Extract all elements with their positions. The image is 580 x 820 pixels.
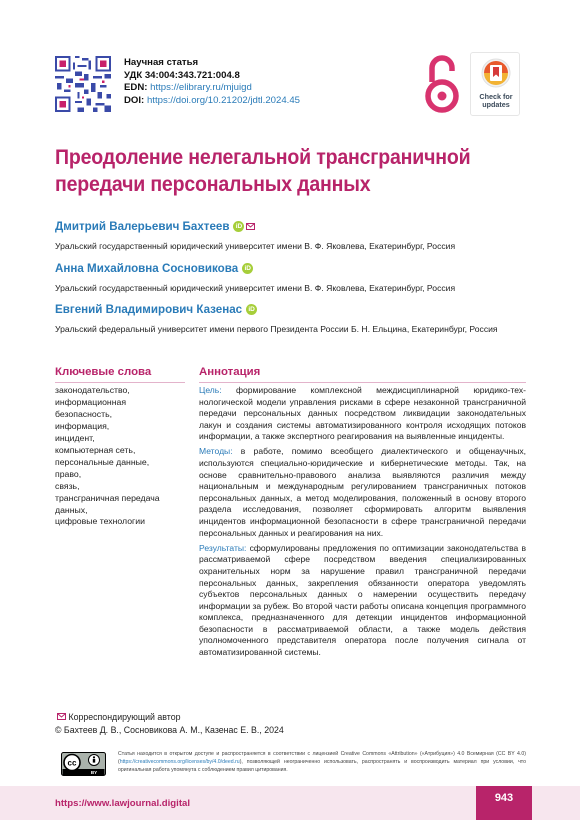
author-name: Евгений Владимирович Казенас iD: [55, 303, 257, 316]
keyword-line: трансграничная передача: [55, 492, 160, 503]
abstract-body: [199, 385, 526, 662]
edn-label: EDN:: [124, 82, 148, 94]
author-affiliation: Уральский государственный юридический университет имени В. Ф. Яковлева, Екатеринбург, Россия: [55, 283, 456, 293]
check-for-updates-badge[interactable]: [470, 52, 520, 116]
page-number: 943: [476, 786, 532, 820]
keyword-line: данных,: [55, 504, 88, 515]
author-name: Дмитрий Валерьевич Бахтеев iD: [55, 220, 255, 233]
keyword-line: информация,: [55, 420, 110, 431]
orcid-icon[interactable]: iD: [246, 304, 257, 315]
license-text: Статья находится в открытом доступе и распространяется в соответствии с лицензией Creative Commons «Attribution» («Атрибуция») 4.0 Всемирная (CC BY 4.0) (https://creativecommons.org/licenses/by/4.0/deed.ru), позволяющей неограниченно использовать, распространять и воспроизводить материал при условии, что оригинальная работа упомянута с соблюдением правил цитирования.: [118, 751, 526, 774]
author-affiliation: Уральский государственный юридический университет имени В. Ф. Яковлева, Екатеринбург, Россия: [55, 241, 456, 251]
qr-code: [55, 56, 111, 112]
udc-code: УДК 34:004:343.721:004.8: [124, 69, 240, 81]
keyword-line: инцидент,: [55, 432, 95, 443]
keyword-line: персональные данные,: [55, 456, 150, 467]
journal-url[interactable]: https://www.lawjournal.digital: [55, 798, 191, 809]
keyword-line: законодательство,: [55, 385, 130, 395]
copyright-line: © Бахтеев Д. В., Сосновикова А. М., Казенас Е. В., 2024: [55, 725, 284, 735]
svg-text:cc: cc: [67, 758, 77, 768]
cc-by-icon: [61, 752, 106, 776]
edn-link[interactable]: https://elibrary.ru/mjuigd: [150, 82, 252, 94]
author-name: Анна Михайловна Сосновикова iD: [55, 262, 253, 275]
doi-label: DOI:: [124, 94, 145, 106]
keywords-list: [55, 385, 185, 528]
doi-link[interactable]: https://doi.org/10.21202/jdtl.2024.45: [146, 94, 301, 106]
keyword-line: безопасность,: [55, 408, 113, 419]
check-updates-label: Check for updates: [479, 92, 513, 109]
abstract-label: Результаты:: [199, 542, 247, 553]
abstract-paragraph: Методы: в работе, помимо всеобщего диалектического и общенаучных, используются специально-юридические и кибернетические методы. Так, на основе сравнительно-правового анализа выявляются различия между национальным и международным регулированием трансграничных потоков персональных данных, а метод моделирования, положенный в основу второго раздела исследования, позволяет сформировать алгоритм выявления инцидентов информационной безопасности в сфере трансграничной передачи персональных данных и реагирования на них.: [199, 446, 526, 538]
abstract-label: Методы:: [199, 446, 233, 457]
envelope-icon: [246, 220, 255, 233]
abstract-paragraph: Цель: формирование комплексной междисциплинарной юридико-технологической модели управления рисками в сфере незаконной трансграничной передачи персональных данных посредством ликвидации законодательных лакун и создания системы автоматизированного контроля исходящих потоков информации, а также экспертного реагирования на выявленные инциденты.: [199, 385, 526, 442]
orcid-icon[interactable]: iD: [233, 221, 244, 232]
abstract-label: Цель:: [199, 385, 222, 395]
author-affiliation: Уральский федеральный университет имени первого Президента России Б. Н. Ельцина, Екатеринбург, Россия: [55, 324, 498, 334]
svg-text:BY: BY: [90, 770, 98, 775]
keyword-line: право,: [55, 468, 82, 479]
article-meta: [124, 57, 300, 107]
license-link[interactable]: https://creativecommons.org/licenses/by/4.0/deed.ru: [119, 759, 240, 766]
keyword-line: связь,: [55, 480, 80, 491]
envelope-icon: [57, 711, 66, 723]
article-type: Научная статья: [124, 57, 199, 68]
keyword-line: информационная: [55, 396, 127, 407]
open-access-icon: [420, 52, 464, 116]
keyword-line: цифровые технологии: [55, 516, 145, 527]
article-title: Преодоление нелегальной трансграничной передачи персональных данных: [55, 146, 471, 196]
orcid-icon[interactable]: iD: [242, 263, 253, 274]
abstract-paragraph: Результаты: сформулированы предложения по оптимизации законодательства в рассматриваемой сфере посредством введения специализированных охранительных норм за нарушение правил трансграничной передачи персональных данных, закрепления обязанности оператора уведомлять субъектов персональных данных о намерении осуществить передачу информации за рубеж. Во второй части работы описана концепция программного комплекса, предназначенного для детекции инцидентов информационной безопасности в рассматриваемой области, а также модель действия уполномоченного представителя оператора после получения сигнала от автоматизированной системы.: [199, 542, 526, 658]
correspondence-note: Корреспондирующий автор: [55, 711, 181, 723]
abstract-heading: Аннотация: [199, 366, 526, 383]
keywords-heading: Ключевые слова: [55, 366, 185, 383]
keyword-line: компьютерная сеть,: [55, 444, 136, 455]
